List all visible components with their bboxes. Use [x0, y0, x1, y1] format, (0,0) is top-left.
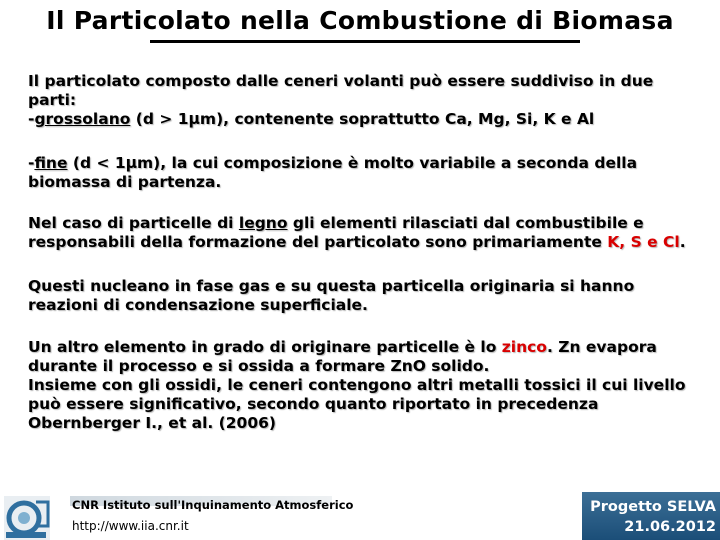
legno-text-b: gli elementi rilasciati dal combustibile e responsabili della formazione del particolato sono primariamente [28, 214, 644, 251]
institute-url[interactable]: http://www.iia.cnr.it [72, 519, 189, 533]
paragraph-legno [28, 214, 698, 252]
zinc-text-b: . Zn evapora durante il processo e si ossida a formare ZnO solido. [28, 338, 657, 375]
metals-text: Insieme con gli ossidi, le ceneri contengono altri metalli tossici il cui livello può essere significativo, secondo quanto riportato in precedenza Obernberger I., et al. (2006) [28, 376, 686, 432]
zinc-highlight: zinco [501, 338, 547, 356]
paragraph-nucleation [28, 277, 698, 315]
zinc-text-a: Un altro elemento in grado di originare particelle è lo [28, 338, 502, 356]
intro-text: Il particolato composto dalle ceneri volanti può essere suddiviso in due parti: [28, 72, 654, 109]
term-fine: fine [34, 154, 68, 172]
paragraph-fine [28, 154, 698, 192]
dash: - [28, 154, 35, 172]
institute-name: CNR Istituto sull'Inquinamento Atmosferico [72, 498, 354, 512]
nucleation-text: Questi nucleano in fase gas e su questa particella originaria si hanno reazioni di condensazione superficiale. [28, 277, 635, 314]
paragraph-intro [28, 72, 698, 129]
project-name: Progetto SELVA [590, 499, 716, 515]
fine-description: (d < 1μm), la cui composizione è molto variabile a seconda della biomassa di partenza. [28, 154, 638, 191]
elements-highlight: K, S e Cl [607, 233, 680, 251]
slide-title: Il Particolato nella Combustione di Biomasa [46, 6, 674, 35]
project-label [582, 497, 716, 537]
legno-text-end: . [679, 233, 686, 251]
term-grossolano: grossolano [34, 110, 131, 128]
dash: - [28, 110, 35, 128]
paragraph-zinc [28, 338, 698, 433]
grossolano-description: (d > 1μm), contenente soprattutto Ca, Mg, Si, K e Al [130, 110, 595, 128]
project-date: 21.06.2012 [624, 519, 716, 535]
legno-text-a: Nel caso di particelle di [28, 214, 239, 232]
title-underline [150, 40, 580, 43]
cnr-logo-icon [4, 496, 50, 540]
term-legno: legno [238, 214, 288, 232]
